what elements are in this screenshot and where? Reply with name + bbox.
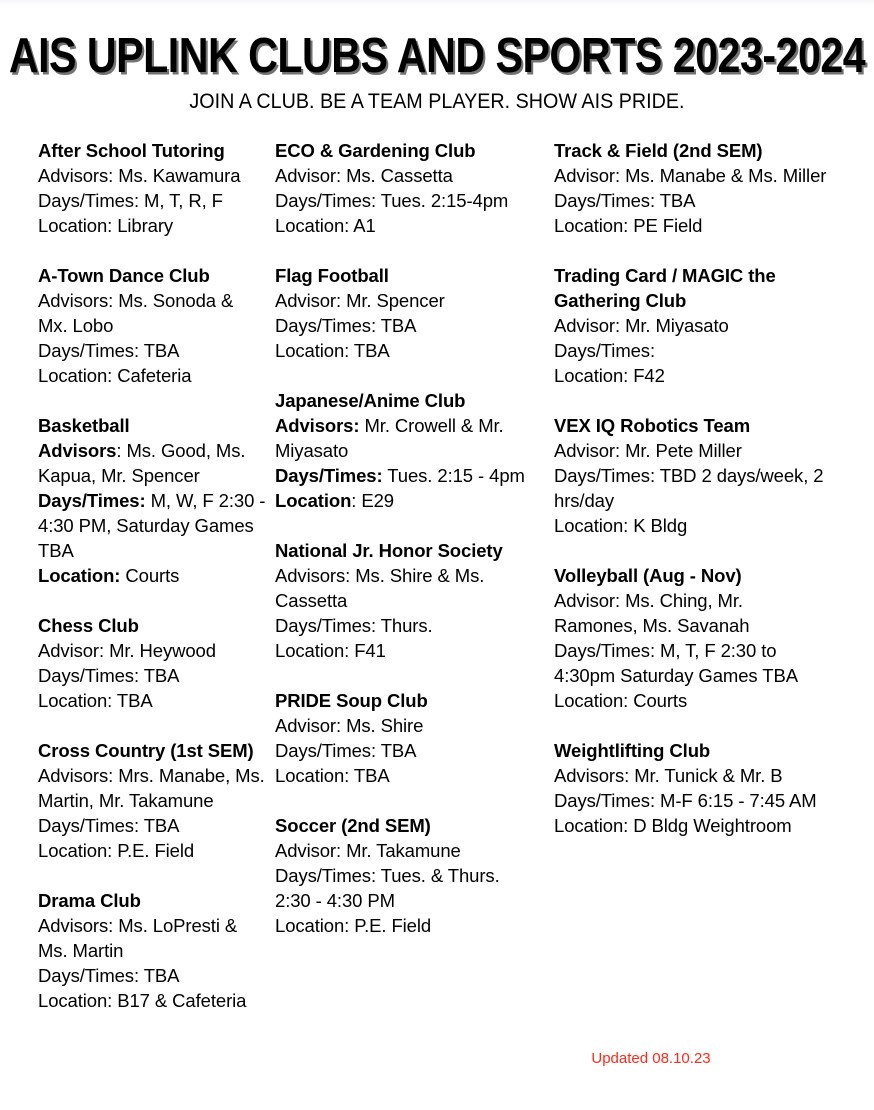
- club-entry-detail-value: : E29: [351, 490, 394, 511]
- club-entry-detail-value: : Ms. Good, Ms. Kapua, Mr. Spencer: [38, 440, 246, 486]
- club-entry: [38, 263, 267, 388]
- club-entry-detail-value: Ms. Shire: [341, 715, 424, 736]
- club-entry-detail-line: [554, 213, 827, 238]
- club-entry-name: Basketball: [38, 415, 130, 436]
- club-entry-detail-line: [275, 738, 539, 763]
- club-entry-detail-label: Location:: [38, 565, 121, 586]
- club-entry-detail-line: [38, 213, 267, 238]
- club-entry-detail-label: Location:: [554, 815, 629, 836]
- club-entry-detail-line: [38, 988, 267, 1013]
- club-entry-detail-label: Advisors:: [38, 165, 114, 186]
- club-entry-detail-label: Location:: [38, 690, 113, 711]
- club-entry-detail-label: Location:: [38, 365, 113, 386]
- club-entry-detail-line: [275, 163, 539, 188]
- club-entry-detail-line: [38, 163, 267, 188]
- club-entry-detail-label: Days/Times:: [275, 740, 377, 761]
- club-entry-detail-label: Days/Times:: [554, 640, 656, 661]
- club-entry-detail-line: [554, 163, 827, 188]
- club-entry-detail-value: F41: [349, 640, 386, 661]
- club-entry-detail-label: Advisors:: [38, 765, 114, 786]
- club-entry-detail-label: Advisors: [38, 440, 117, 461]
- club-entry-name: Track & Field (2nd SEM): [554, 140, 763, 161]
- club-entry-detail-line: [275, 638, 539, 663]
- club-entry-detail-line: [38, 838, 267, 863]
- club-entry-detail-label: Days/Times:: [554, 190, 656, 211]
- club-entry-detail-label: Advisors:: [275, 415, 360, 436]
- club-entry-detail-line: [38, 963, 267, 988]
- club-entry-detail-value: Ms. Kawamura: [113, 165, 241, 186]
- club-entry-detail-label: Advisor:: [554, 590, 621, 611]
- club-entry-detail-line: [554, 338, 827, 363]
- club-entry-detail-line: [275, 613, 539, 638]
- club-entry-detail-label: Days/Times:: [275, 465, 383, 486]
- club-entry-detail-value: D Bldg Weightroom: [628, 815, 792, 836]
- club-entry: [38, 138, 267, 238]
- club-entry-detail-label: Advisor:: [275, 840, 342, 861]
- club-entry: [554, 563, 827, 713]
- club-entry-detail-label: Advisor:: [554, 165, 621, 186]
- club-entry-detail-label: Days/Times:: [38, 190, 140, 211]
- club-entry-name: PRIDE Soup Club: [275, 690, 428, 711]
- page-title: AIS UPLINK CLUBS AND SPORTS 2023-2024: [8, 29, 866, 83]
- club-entry-detail-value: Ms. LoPresti & Ms. Martin: [38, 915, 238, 961]
- club-entry-detail-label: Location:: [554, 215, 629, 236]
- club-entry-detail-label: Days/Times:: [38, 815, 140, 836]
- club-entry-detail-value: Mr. Heywood: [104, 640, 216, 661]
- club-entry-detail-label: Location:: [38, 215, 113, 236]
- club-entry-detail-line: [554, 463, 827, 513]
- club-entry-detail-value: Mr. Takamune: [341, 840, 461, 861]
- club-entry-detail-value: Ms. Sonoda & Mx. Lobo: [38, 290, 234, 336]
- club-entry-detail-line: [275, 488, 539, 513]
- club-entry-detail-label: Advisors:: [38, 915, 114, 936]
- club-entry-detail-line: [38, 338, 267, 363]
- club-column-2: [275, 138, 547, 938]
- club-entry-name: Drama Club: [38, 890, 141, 911]
- updated-date-note: Updated 08.10.23: [591, 1050, 711, 1067]
- club-entry-detail-line: [38, 663, 267, 688]
- club-entry-detail-label: Days/Times:: [554, 790, 656, 811]
- club-entry-detail-label: Days/Times:: [275, 865, 377, 886]
- club-entry-detail-label: Location: [275, 490, 352, 511]
- club-entry-detail-label: Advisors:: [275, 565, 351, 586]
- club-entry-detail-label: Days/Times:: [38, 340, 140, 361]
- club-entry-detail-value: Courts: [628, 690, 688, 711]
- club-entry-detail-value: TBA: [349, 765, 390, 786]
- club-entry-detail-line: [275, 763, 539, 788]
- club-entry: [275, 538, 539, 663]
- club-entry: [38, 888, 267, 1013]
- club-entry-detail-value: Mrs. Manabe, Ms. Martin, Mr. Takamune: [38, 765, 265, 811]
- club-entry-detail-line: [38, 563, 267, 588]
- club-entry-detail-value: P.E. Field: [349, 915, 432, 936]
- club-entry-detail-value: Ms. Manabe & Ms. Miller: [620, 165, 827, 186]
- club-entry-detail-value: Mr. Pete Miller: [620, 440, 742, 461]
- club-entry-detail-line: [38, 913, 267, 963]
- club-entry-detail-line: [275, 313, 539, 338]
- club-entry: [275, 813, 539, 938]
- club-entry-detail-label: Advisors:: [554, 765, 630, 786]
- club-listing-columns: [0, 138, 874, 1013]
- club-entry-detail-line: [275, 863, 539, 913]
- club-entry-detail-line: [554, 763, 827, 788]
- club-entry-detail-line: [554, 513, 827, 538]
- club-entry-detail-label: Days/Times:: [554, 465, 656, 486]
- club-entry-name: Soccer (2nd SEM): [275, 815, 431, 836]
- club-entry-detail-line: [554, 363, 827, 388]
- club-entry-detail-line: [275, 213, 539, 238]
- club-entry-detail-value: TBA: [655, 190, 696, 211]
- club-entry-detail-line: [38, 488, 267, 563]
- club-entry-detail-line: [554, 688, 827, 713]
- club-entry: [275, 388, 539, 513]
- club-entry-detail-value: M, T, F 2:30 to 4:30pm Saturday Games TBA: [554, 640, 798, 686]
- footer: [0, 1050, 874, 1068]
- club-entry-detail-value: TBA: [349, 340, 390, 361]
- club-entry-detail-label: Location:: [275, 640, 350, 661]
- club-entry-detail-label: Days/Times:: [38, 665, 140, 686]
- club-entry-detail-value: Cafeteria: [112, 365, 192, 386]
- club-entry-detail-line: [275, 713, 539, 738]
- club-entry-detail-line: [275, 188, 539, 213]
- club-entry-detail-label: Days/Times:: [275, 315, 377, 336]
- club-entry-detail-line: [275, 338, 539, 363]
- club-entry-detail-line: [38, 688, 267, 713]
- club-entry-detail-value: M-F 6:15 - 7:45 AM: [655, 790, 817, 811]
- club-entry-detail-value: TBA: [139, 340, 180, 361]
- club-entry-detail-label: Advisor:: [275, 715, 342, 736]
- club-entry: [275, 688, 539, 788]
- club-entry-detail-label: Advisor:: [275, 290, 342, 311]
- club-entry-detail-value: Ms. Shire & Ms. Cassetta: [275, 565, 485, 611]
- page-subtitle: JOIN A CLUB. BE A TEAM PLAYER. SHOW AIS PRIDE.: [189, 90, 685, 113]
- club-entry-detail-value: Thurs.: [376, 615, 433, 636]
- club-entry-name: Volleyball (Aug - Nov): [554, 565, 742, 586]
- club-entry-detail-label: Days/Times:: [275, 190, 377, 211]
- club-entry-detail-label: Location:: [275, 915, 350, 936]
- club-entry-detail-label: Advisor:: [554, 315, 621, 336]
- club-entry-detail-value: TBA: [139, 815, 180, 836]
- club-entry-detail-line: [38, 438, 267, 488]
- club-entry-detail-value: Mr. Tunick & Mr. B: [629, 765, 783, 786]
- club-entry: [38, 738, 267, 863]
- club-entry-detail-value: TBA: [376, 315, 417, 336]
- club-entry-detail-value: TBA: [139, 965, 180, 986]
- club-entry: [275, 138, 539, 238]
- club-entry: [554, 138, 827, 238]
- club-entry-name: ECO & Gardening Club: [275, 140, 476, 161]
- club-entry: [554, 263, 827, 388]
- club-entry-detail-value: Library: [112, 215, 174, 236]
- club-entry-detail-value: B17 & Cafeteria: [112, 990, 247, 1011]
- club-entry-detail-label: Location:: [275, 215, 350, 236]
- club-entry-detail-value: A1: [349, 215, 376, 236]
- club-entry-detail-line: [38, 363, 267, 388]
- club-entry-detail-label: Advisors:: [38, 290, 114, 311]
- club-entry-detail-line: [554, 188, 827, 213]
- club-entry-detail-value: Mr. Miyasato: [620, 315, 729, 336]
- club-entry-name: A-Town Dance Club: [38, 265, 210, 286]
- club-entry-detail-value: TBA: [112, 690, 153, 711]
- club-entry-detail-value: Ms. Ching, Mr. Ramones, Ms. Savanah: [554, 590, 750, 636]
- club-entry-detail-value: M, T, R, F: [139, 190, 223, 211]
- club-entry-detail-line: [275, 563, 539, 613]
- club-entry-detail-label: Location:: [275, 765, 350, 786]
- club-entry-detail-label: Location:: [554, 515, 629, 536]
- club-entry: [554, 413, 827, 538]
- club-entry-detail-label: Location:: [554, 690, 629, 711]
- club-entry: [38, 413, 267, 588]
- club-entry-detail-value: Mr. Crowell & Mr. Miyasato: [275, 415, 504, 461]
- club-entry-detail-label: Location:: [38, 840, 113, 861]
- club-entry-detail-value: P.E. Field: [112, 840, 195, 861]
- club-entry-detail-label: Location:: [275, 340, 350, 361]
- club-entry-detail-line: [38, 813, 267, 838]
- club-entry-detail-line: [554, 788, 827, 813]
- club-entry-name: Chess Club: [38, 615, 139, 636]
- club-entry-detail-label: Days/Times:: [38, 490, 146, 511]
- club-entry-name: Weightlifting Club: [554, 740, 711, 761]
- club-entry-detail-label: Advisor:: [275, 165, 342, 186]
- club-column-3: [547, 138, 837, 838]
- club-entry-name: Flag Football: [275, 265, 389, 286]
- club-entry-detail-line: [554, 438, 827, 463]
- club-entry-detail-value: K Bldg: [628, 515, 688, 536]
- club-entry-detail-label: Days/Times:: [554, 340, 656, 361]
- club-entry: [275, 263, 539, 363]
- club-entry-detail-value: Tues. 2:15-4pm: [376, 190, 509, 211]
- club-entry-name: Trading Card / MAGIC the Gathering Club: [554, 265, 776, 311]
- club-entry-detail-value: TBD 2 days/week, 2 hrs/day: [554, 465, 824, 511]
- club-entry-detail-label: Location:: [554, 365, 629, 386]
- club-entry-detail-line: [275, 413, 539, 463]
- club-entry-detail-value: Ms. Cassetta: [341, 165, 453, 186]
- club-entry-detail-label: Days/Times:: [275, 615, 377, 636]
- club-entry-detail-value: F42: [628, 365, 665, 386]
- club-entry: [38, 613, 267, 713]
- club-entry-detail-line: [38, 288, 267, 338]
- club-entry-detail-value: Courts: [120, 565, 180, 586]
- club-entry-detail-line: [554, 588, 827, 638]
- club-entry-detail-value: Tues. & Thurs. 2:30 - 4:30 PM: [275, 865, 500, 911]
- club-entry-detail-line: [275, 288, 539, 313]
- club-entry-detail-label: Days/Times:: [38, 965, 140, 986]
- club-entry-detail-line: [554, 313, 827, 338]
- club-entry-detail-line: [275, 838, 539, 863]
- club-entry-detail-line: [38, 763, 267, 813]
- club-entry-detail-label: Advisor:: [554, 440, 621, 461]
- club-entry-name: National Jr. Honor Society: [275, 540, 503, 561]
- club-column-1: [0, 138, 275, 1013]
- club-entry-name: After School Tutoring: [38, 140, 225, 161]
- club-entry-detail-label: Location:: [38, 990, 113, 1011]
- club-entry-detail-line: [275, 463, 539, 488]
- club-entry-detail-line: [38, 188, 267, 213]
- club-entry-detail-value: PE Field: [628, 215, 703, 236]
- club-entry-detail-line: [275, 913, 539, 938]
- club-entry-detail-value: TBA: [139, 665, 180, 686]
- club-entry-detail-line: [38, 638, 267, 663]
- club-entry: [554, 738, 827, 838]
- club-entry-detail-value: M, W, F 2:30 - 4:30 PM, Saturday Games TBA: [38, 490, 266, 561]
- club-entry-name: Cross Country (1st SEM): [38, 740, 254, 761]
- club-entry-detail-value: Mr. Spencer: [341, 290, 445, 311]
- club-entry-detail-value: Tues. 2:15 - 4pm: [382, 465, 525, 486]
- club-entry-detail-line: [554, 638, 827, 688]
- club-entry-detail-line: [554, 813, 827, 838]
- club-entry-name: VEX IQ Robotics Team: [554, 415, 751, 436]
- club-entry-name: Japanese/Anime Club: [275, 390, 466, 411]
- club-entry-detail-value: TBA: [376, 740, 417, 761]
- club-entry-detail-label: Advisor:: [38, 640, 105, 661]
